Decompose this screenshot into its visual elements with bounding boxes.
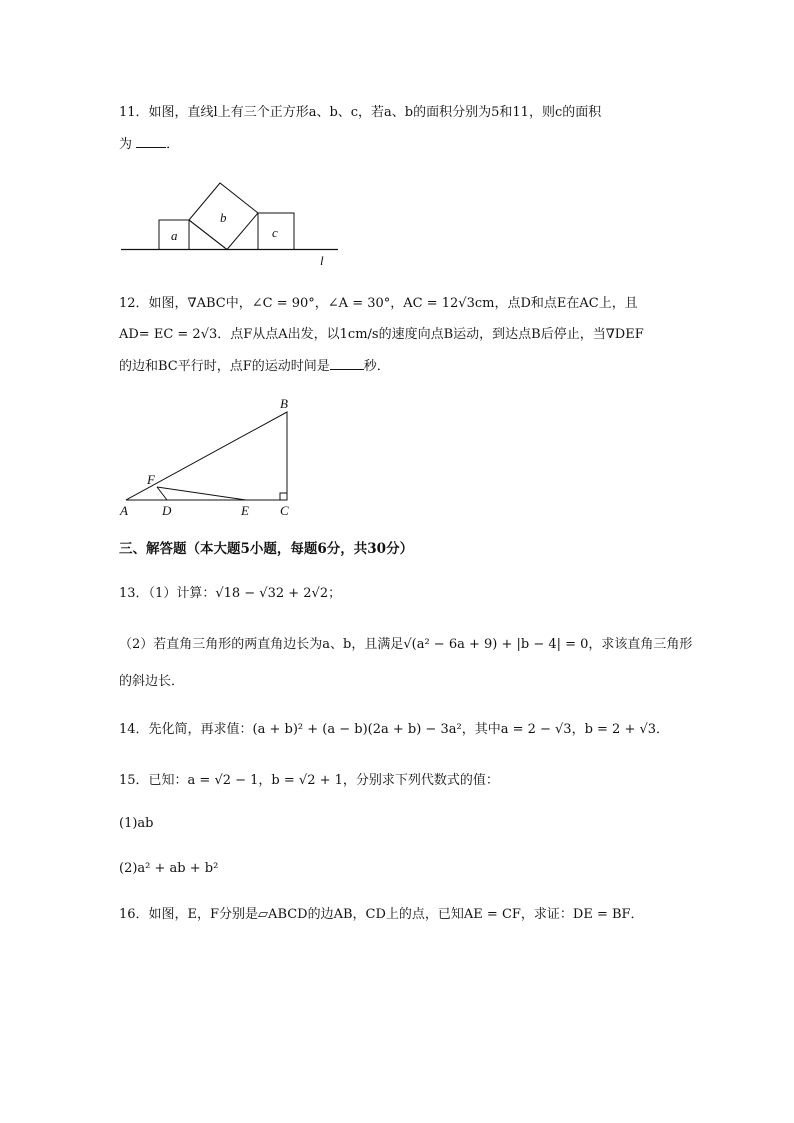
q11-line1: 11．如图，直线l上有三个正方形a、b、c，若a、b的面积分别为5和11，则c的面积 xyxy=(119,105,602,120)
label-A: A xyxy=(120,503,128,518)
label-F: F xyxy=(147,472,155,487)
q11-line2: 为 ． xyxy=(119,137,180,152)
segment-fd xyxy=(157,487,167,500)
segment-fe xyxy=(157,487,246,500)
q15-item1: (1)ab xyxy=(119,816,154,831)
label-E: E xyxy=(241,503,249,518)
q15-item2: (2)a² + ab + b² xyxy=(119,861,219,876)
q13-line2: （2）若直角三角形的两直角边长为a、b，且满足√(a² − 6a + 9) + |b − 4| = 0，求该直角三角形 xyxy=(119,637,693,652)
q12-line3: 的边和BC平行时，点F的运动时间是 秒． xyxy=(119,359,390,374)
label-B: B xyxy=(280,396,288,411)
q12-line2: AD= EC = 2√3．点F从点A出发，以1cm/s的速度向点B运动，到达点B后停止，当∇DEF xyxy=(119,327,644,342)
q13-line1: 13．（1）计算：√18 − √32 + 2√2； xyxy=(119,586,342,601)
q14-line: 14．先化简，再求值：(a + b)² + (a − b)(2a + b) − 3a²，其中a = 2 − √3，b = 2 + √3． xyxy=(119,722,670,737)
label-c: c xyxy=(272,225,278,240)
q13-line3: 的斜边长． xyxy=(119,674,185,689)
label-a: a xyxy=(171,228,178,243)
right-angle-mark xyxy=(280,493,287,500)
section-3-heading: 三、解答题（本大题5小题，每题6分，共30分） xyxy=(119,541,414,557)
label-C: C xyxy=(280,503,289,518)
q15-line1: 15．已知：a = √2 − 1，b = √2 + 1，分别求下列代数式的值： xyxy=(119,773,499,788)
label-l: l xyxy=(320,253,324,268)
label-b: b xyxy=(220,210,227,225)
q12-line1: 12．如图，∇ABC中，∠C = 90°，∠A = 30°，AC = 12√3cm，点D和点E在AC上，且 xyxy=(119,296,638,311)
q16-line: 16．如图，E，F分别是▱ABCD的边AB，CD上的点，已知AE = CF，求证：DE = BF． xyxy=(119,907,644,922)
label-D: D xyxy=(162,503,172,518)
